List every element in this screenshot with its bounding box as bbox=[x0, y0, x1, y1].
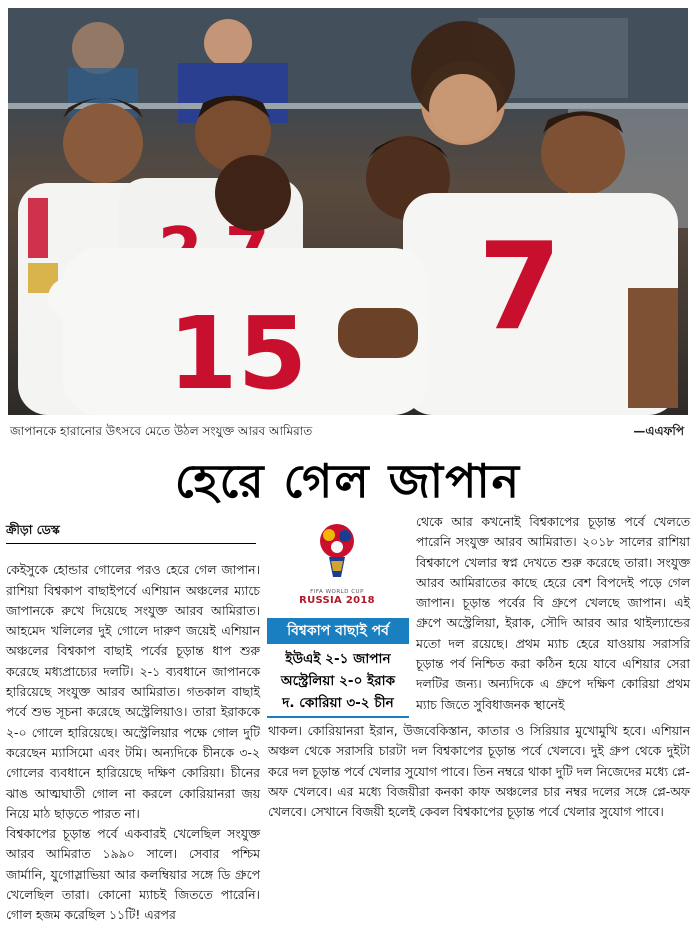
article-bottom-column: থাকল। কোরিয়ানরা ইরান, উজবেকিস্তান, কাতার ও সিরিয়ার মুখোমুখি হবে। এশিয়ান অঞ্চল থেকে সরাসরি চারটা দল বিশ্বকাপের চূড়ান্ত পর্বে খেলবে। দুই গ্রুপ থেকে দুইটা করে দল চূড়ান্ত পর্বে খেলার সুযোগ পাবে। তিন নম্বরে থাকা দুটি দল নিজেদের মধ্যে প্লে-অফ খেলবে। এর মধ্যে বিজয়ীরা কনকা কাফ অঞ্চলের চার নম্বর দলের সঙ্গে প্লে-অফ খেলবে। সেখানে বিজয়ী হলেই কেবল বিশ্বকাপের চূড়ান্ত পর্বে খেলার সুযোগ পাবে। bbox=[268, 723, 690, 820]
results-divider bbox=[267, 716, 409, 718]
photo-caption: জাপানকে হারানোর উৎসবে মেতে উঠল সংযুক্ত আরব আমিরাত bbox=[10, 424, 313, 438]
headline: হেরে গেল জাপান bbox=[174, 454, 522, 508]
byline: ক্রীড়া ডেস্ক bbox=[6, 520, 256, 544]
article-right-column: থেকে আর কখনোই বিশ্বকাপের চূড়ান্ত পর্বে খেলতে পারেনি সংযুক্ত আরব আমিরাত। ২০১৮ সালের রাশিয়া বিশ্বকাপে খেলার স্বপ্ন দেখতে শুরু করেছে তারা। সংযুক্ত আরব আমিরাতের কাছে হেরে বেশ বিপদেই পড়ে গেল জাপান। চূড়ান্ত পর্বের বি গ্রুপে খেলছে জাপান। এই গ্রুপে অস্ট্রেলিয়া, ইরাক, সৌদি আরব আর থাইল্যান্ডের মতো দল রয়েছে। প্রথম ম্যাচ হেরে যাওয়ায় সরাসরি চূড়ান্ত পর্ব নিশ্চিত করা কঠিন হয়ে যাবে এশিয়ার সেরা দলটির জন্য। অন্যদিকে এ গ্রুপে দক্ষিণ কোরিয়া প্রথম ম্যাচ জিতে সুবিধাজনক স্থানেই bbox=[416, 514, 690, 712]
celebration-photo bbox=[8, 8, 688, 415]
article-paragraph-1: কেইসুকে হোন্ডার গোলের পরও হেরে গেল জাপান। রাশিয়া বিশ্বকাপ বাছাইপর্বে এশিয়ান অঞ্চলের ম্যাচে জাপানকে রুখে দিয়েছে সংযুক্ত আরব আমিরাত। আহমেদ খলিলের দুই গোলে দারুণ জয়েই এশিয়ান অঞ্চলের বিশ্বকাপ বাছাই পর্বের চূড়ান্ত ধাপ শুরু করেছে মধ্যপ্রাচ্যের দলটি। ২-১ ব্যবধানে জাপানকে হারিয়েছে সংযুক্ত আরব আমিরাত। গতকাল বাছাই পর্বে শুভ সূচনা করেছে অস্ট্রেলিয়াও। তারা ইরাককে ২-০ গোলে হারিয়েছে। অস্ট্রেলিয়ার পক্ষে গোল দুটি করেছেন ম্যাসিমো এবং টমি। অন্যদিকে চীনকে ৩-২ গোলের ব্যবধানে হারিয়েছে দক্ষিণ কোরিয়া। চীনের ঝাঙ আত্মঘাতী গোল না করলে কোরিয়ানরা জয় নিয়ে মাঠ ছাড়তে পারত না। bbox=[6, 562, 260, 821]
results-list bbox=[267, 648, 409, 714]
jersey-number-7: 7 bbox=[478, 218, 562, 357]
world-cup-logo-box bbox=[267, 519, 407, 615]
article-paragraph-2: বিশ্বকাপের চূড়ান্ত পর্বে একবারই খেলেছিল সংযুক্ত আরব আমিরাত ১৯৯০ সালে। সেবার পশ্চিম জার্মানি, যুগোস্লাভিয়া আর কলম্বিয়ার সঙ্গে ডি গ্রুপে খেলেছিল তারা। কোনো ম্যাচই জিততে পারেনি। গোল হজম করেছিল ১১টি! এরপর bbox=[6, 826, 260, 923]
result-row: ইউএই ২-১ জাপান bbox=[285, 651, 391, 667]
sidebar-title: বিশ্বকাপ বাছাই পর্ব bbox=[267, 618, 409, 644]
photo-credit: —এএফপি bbox=[633, 424, 684, 438]
world-cup-trophy-icon bbox=[267, 519, 407, 585]
jersey-number-15: 15 bbox=[168, 295, 308, 412]
result-row: দ. কোরিয়া ৩-২ চীন bbox=[282, 695, 394, 711]
news-photo bbox=[8, 8, 688, 415]
article-left-column bbox=[6, 520, 260, 926]
result-row: অস্ট্রেলিয়া ২-০ ইরাক bbox=[280, 673, 396, 689]
logo-small-text: FIFA WORLD CUP bbox=[310, 589, 364, 595]
logo-name: RUSSIA 2018 bbox=[299, 595, 375, 606]
